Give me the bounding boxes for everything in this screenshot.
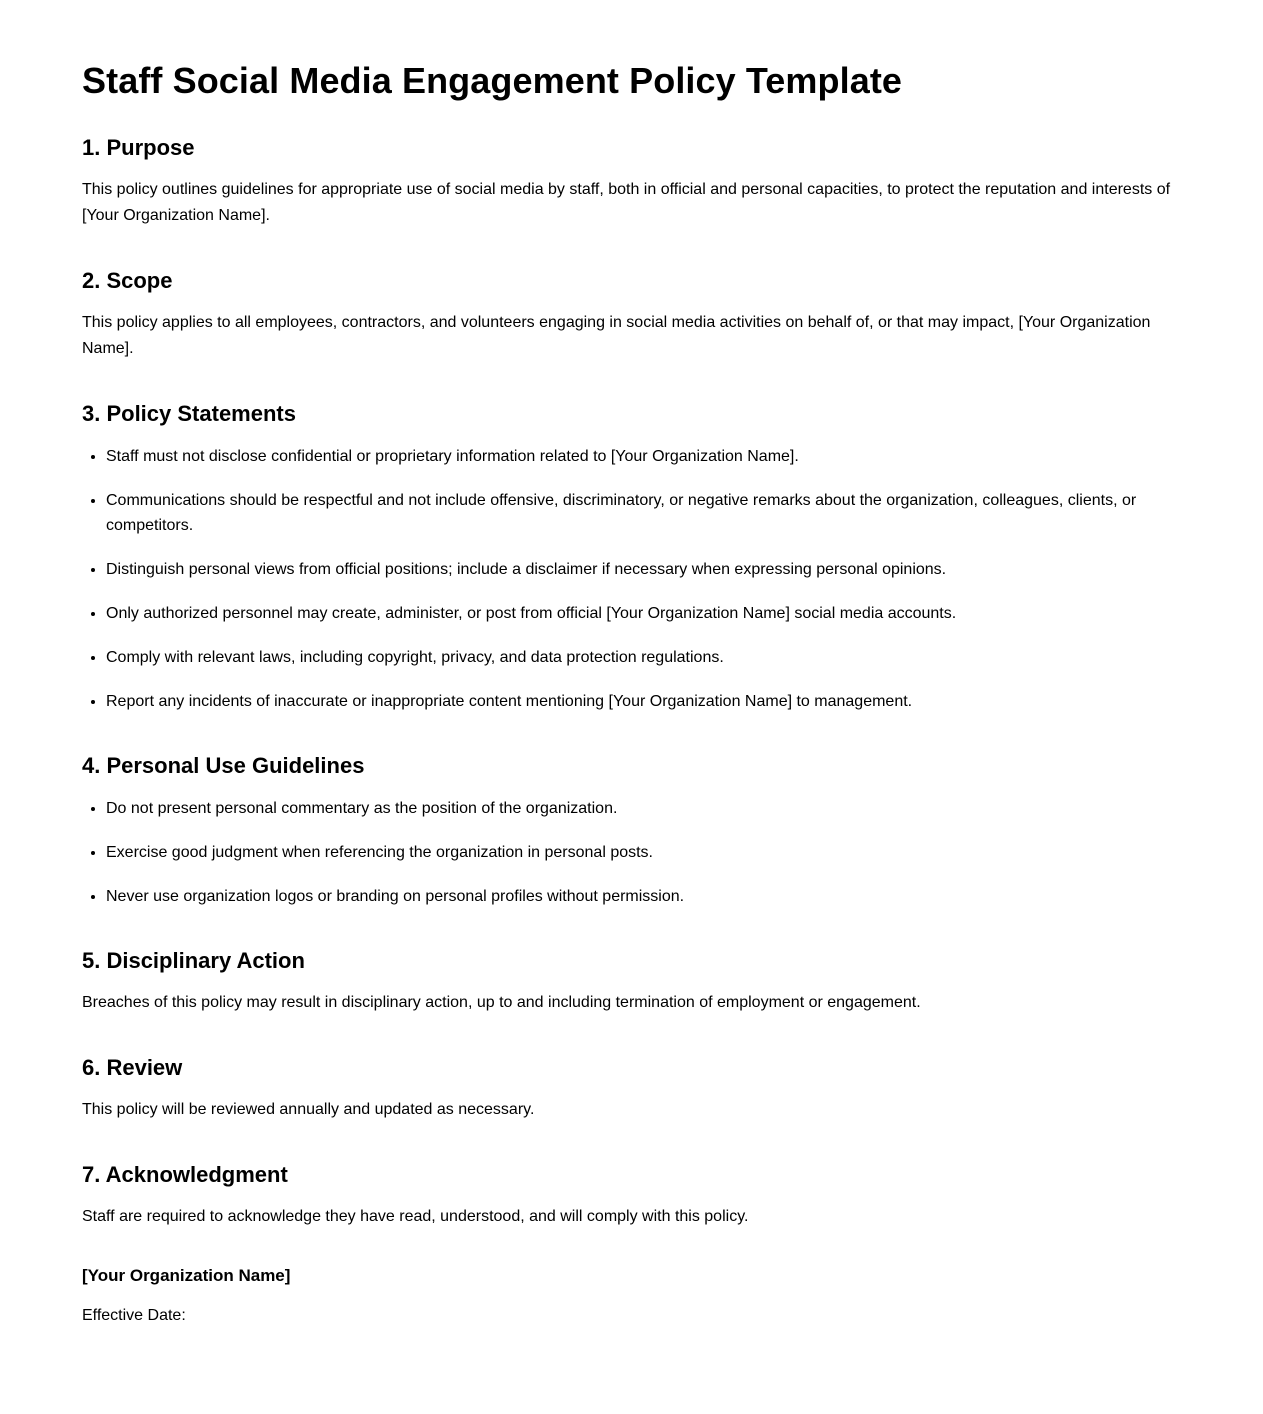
section-paragraph: Staff are required to acknowledge they have read, understood, and will comply with this policy. — [82, 1208, 749, 1225]
section-heading: 6. Review — [82, 1055, 183, 1080]
policy-statements-list — [82, 444, 1182, 714]
section-personal-use — [82, 753, 1182, 909]
document-title: Staff Social Media Engagement Policy Template — [82, 60, 903, 101]
list-item: • Do not present personal commentary as the position of the organization. — [106, 796, 1182, 821]
organization-name: [Your Organization Name] — [82, 1266, 291, 1285]
section-heading: 3. Policy Statements — [82, 401, 296, 426]
section-policy-statements — [82, 401, 1182, 714]
section-heading: 1. Purpose — [82, 135, 195, 160]
section-scope — [82, 268, 1182, 362]
section-heading: 2. Scope — [82, 268, 173, 293]
list-item: • Only authorized personnel may create, administer, or post from official [Your Organization Name] social media accounts. — [106, 601, 1182, 626]
list-item: • Communications should be respectful and not include offensive, discriminatory, or negative remarks about the organization, colleagues, clients, or competitors. — [106, 488, 1182, 538]
list-item: • Distinguish personal views from official positions; include a disclaimer if necessary when expressing personal opinions. — [106, 557, 1182, 582]
section-heading: 7. Acknowledgment — [82, 1162, 288, 1187]
section-disciplinary-action — [82, 948, 1182, 1016]
effective-date-label: Effective Date: — [82, 1307, 186, 1324]
section-review — [82, 1055, 1182, 1123]
section-paragraph: Breaches of this policy may result in disciplinary action, up to and including termination of employment or engagement. — [82, 994, 921, 1011]
section-paragraph: This policy applies to all employees, contractors, and volunteers engaging in social media activities on behalf of, or that may impact, [Your Organization Name]. — [82, 314, 1151, 357]
section-heading: 4. Personal Use Guidelines — [82, 753, 365, 778]
personal-use-list — [82, 796, 1182, 909]
section-paragraph: This policy will be reviewed annually and updated as necessary. — [82, 1101, 535, 1118]
list-item: • Report any incidents of inaccurate or inappropriate content mentioning [Your Organization Name] to management. — [106, 689, 1182, 714]
list-item: • Staff must not disclose confidential or proprietary information related to [Your Organization Name]. — [106, 444, 1182, 469]
section-paragraph: This policy outlines guidelines for appropriate use of social media by staff, both in official and personal capacities, to protect the reputation and interests of [Your Organization Name]. — [82, 181, 1171, 224]
list-item: • Exercise good judgment when referencing the organization in personal posts. — [106, 840, 1182, 865]
list-item: • Never use organization logos or branding on personal profiles without permission. — [106, 884, 1182, 909]
signature-block — [82, 1264, 1182, 1328]
section-acknowledgment — [82, 1162, 1182, 1230]
document-page — [82, 0, 1182, 1324]
section-purpose — [82, 135, 1182, 229]
list-item: • Comply with relevant laws, including copyright, privacy, and data protection regulations. — [106, 645, 1182, 670]
section-heading: 5. Disciplinary Action — [82, 948, 305, 973]
